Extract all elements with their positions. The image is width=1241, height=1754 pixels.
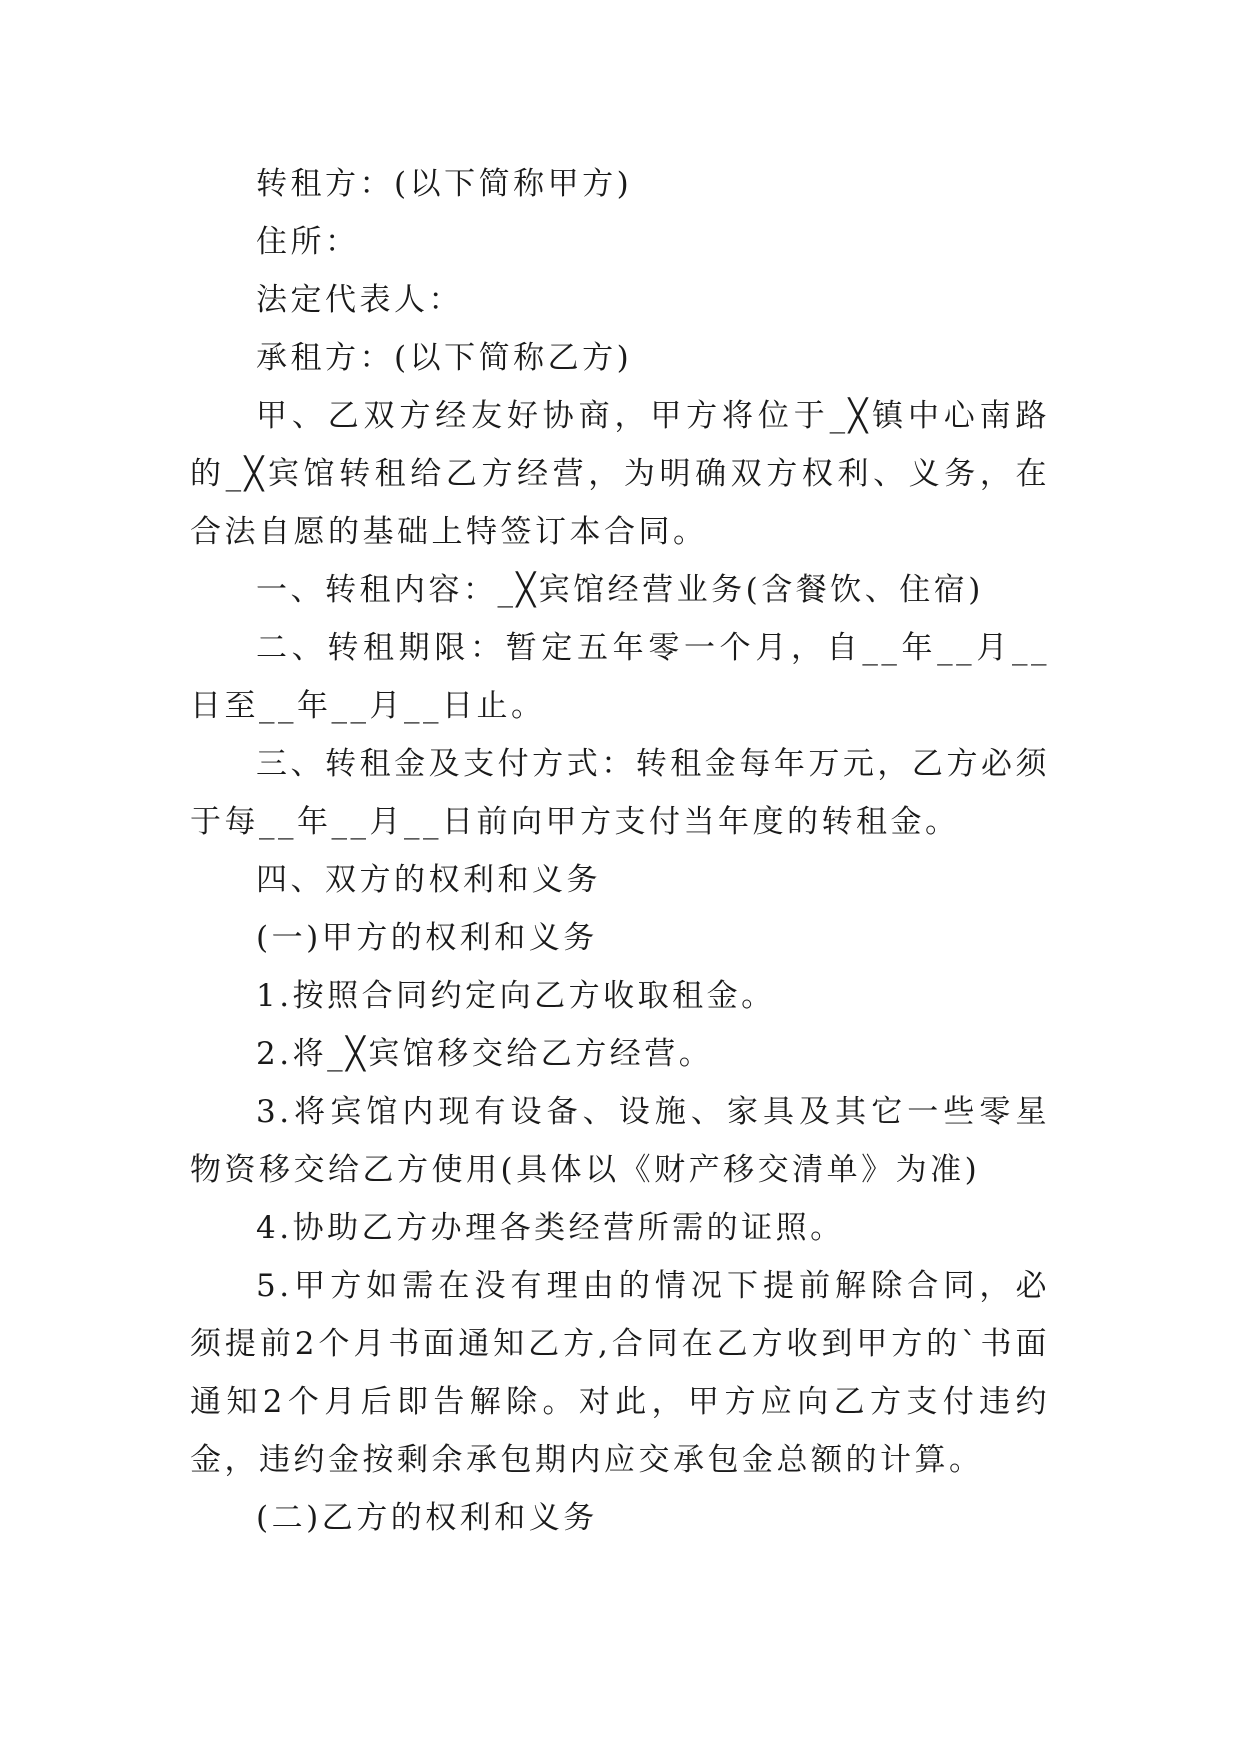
lessee-line: 承租方：(以下简称乙方) [256,340,633,376]
sublessor-line: 转租方：(以下简称甲方) [256,166,633,202]
party-a-item-3: 3.将宾馆内现有设备、设施、家具及其它一些零星物资移交给乙方使用(具体以《财产移交清单》为准) [190,1094,1050,1188]
party-a-item-4: 4.协助乙方办理各类经营所需的证照。 [256,1210,845,1246]
party-a-item-1: 1.按照合同约定向乙方收取租金。 [256,978,776,1014]
document-body [190,155,1050,1547]
clause-2-term: 二、转租期限：暂定五年零一个月，自__年__月__日至__年__月__日止。 [190,630,1050,724]
preamble-paragraph: 甲、乙双方经友好协商，甲方将位于_╳镇中心南路的_╳宾馆转租给乙方经营，为明确双方权利、义务，在合法自愿的基础上特签订本合同。 [190,398,1050,550]
party-a-item-5: 5.甲方如需在没有理由的情况下提前解除合同，必须提前2个月书面通知乙方,合同在乙方收到甲方的`书面通知2个月后即告解除。对此，甲方应向乙方支付违约金，违约金按剩余承包期内应交承包金总额的计算。 [190,1268,1050,1478]
party-b-subheading: (二)乙方的权利和义务 [256,1500,598,1536]
clause-4-heading: 四、双方的权利和义务 [256,862,601,898]
clause-3-rent-payment: 三、转租金及支付方式：转租金每年万元，乙方必须于每__年__月__日前向甲方支付当年度的转租金。 [190,746,1050,840]
party-a-subheading: (一)甲方的权利和义务 [256,920,598,956]
legal-representative-line: 法定代表人： [256,282,463,318]
clause-1-content: 一、转租内容：_╳宾馆经营业务(含餐饮、住宿) [256,572,984,608]
party-a-item-2: 2.将_╳宾馆移交给乙方经营。 [256,1036,714,1072]
address-line: 住所： [256,224,360,260]
